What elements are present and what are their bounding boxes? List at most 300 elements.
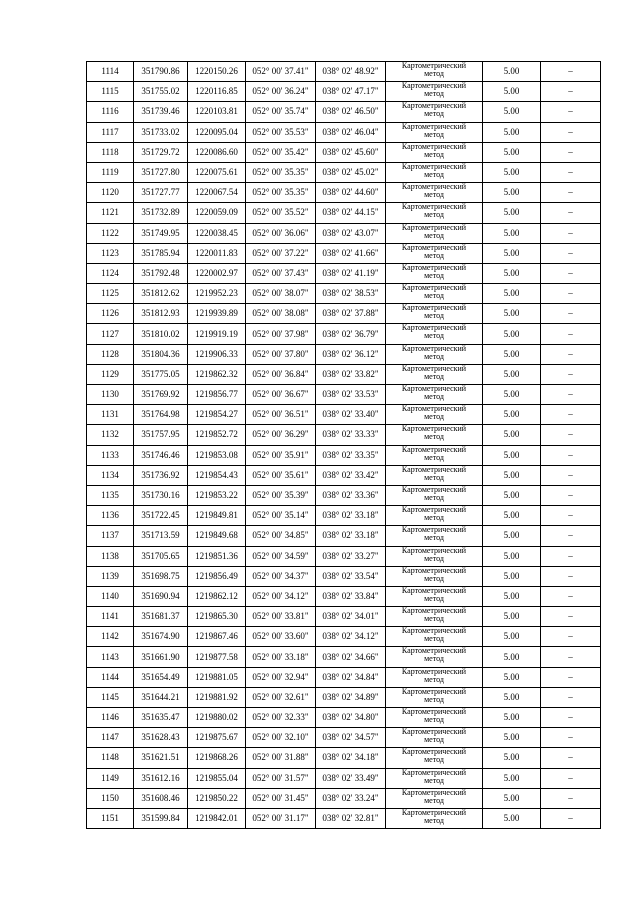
method-line2: метод <box>424 392 444 401</box>
point-number-cell: 1145 <box>87 687 134 707</box>
point-number-cell: 1119 <box>87 162 134 182</box>
method-cell <box>386 162 483 182</box>
y-coordinate-cell: 1220103.81 <box>188 102 246 122</box>
method-cell <box>386 748 483 768</box>
x-coordinate-cell: 351727.80 <box>134 162 188 182</box>
method-line2: метод <box>424 291 444 301</box>
accuracy-cell: 5.00 <box>483 243 541 263</box>
longitude-cell: 038° 02' 44.60" <box>316 183 386 203</box>
accuracy-cell: 5.00 <box>483 748 541 768</box>
method-cell <box>386 768 483 788</box>
point-number-cell: 1128 <box>87 344 134 364</box>
x-coordinate-cell: 351674.90 <box>134 627 188 647</box>
y-coordinate-cell: 1219862.12 <box>188 586 246 606</box>
method-cell <box>386 607 483 627</box>
method-line2: метод <box>424 129 444 139</box>
y-coordinate-cell: 1220011.83 <box>188 243 246 263</box>
method-line2: метод <box>424 715 444 724</box>
latitude-cell: 052° 00' 36.51" <box>246 405 316 425</box>
note-cell: – <box>541 627 601 647</box>
method-line1: Картометрический <box>401 566 467 575</box>
table-row <box>87 566 601 586</box>
longitude-cell: 038° 02' 33.18" <box>316 526 386 546</box>
method-line1: Картометрический <box>401 202 467 212</box>
note-cell: – <box>541 243 601 263</box>
latitude-cell: 052° 00' 32.10" <box>246 728 316 748</box>
method-line2: метод <box>424 593 444 603</box>
table-row <box>87 82 601 102</box>
y-coordinate-cell: 1220116.85 <box>188 82 246 102</box>
y-coordinate-cell: 1220067.54 <box>188 183 246 203</box>
coordinates-table-body <box>87 62 601 829</box>
x-coordinate-cell: 351729.72 <box>134 142 188 162</box>
method-cell <box>386 82 483 102</box>
longitude-cell: 038° 02' 33.42" <box>316 465 386 485</box>
point-number-cell: 1141 <box>87 607 134 627</box>
table-row <box>87 142 601 162</box>
accuracy-cell: 5.00 <box>483 485 541 505</box>
table-row <box>87 485 601 505</box>
x-coordinate-cell: 351730.16 <box>134 485 188 505</box>
method-line2: метод <box>424 270 444 280</box>
note-cell: – <box>541 768 601 788</box>
x-coordinate-cell: 351812.93 <box>134 304 188 324</box>
y-coordinate-cell: 1219853.22 <box>188 485 246 505</box>
method-cell <box>386 203 483 223</box>
note-cell: – <box>541 506 601 526</box>
method-line1: Картометрический <box>401 485 467 494</box>
longitude-cell: 038° 02' 47.17" <box>316 82 386 102</box>
accuracy-cell: 5.00 <box>483 687 541 707</box>
table-row <box>87 667 601 687</box>
x-coordinate-cell: 351621.51 <box>134 748 188 768</box>
table-row <box>87 808 601 828</box>
accuracy-cell: 5.00 <box>483 142 541 162</box>
accuracy-cell: 5.00 <box>483 728 541 748</box>
latitude-cell: 052° 00' 33.18" <box>246 647 316 667</box>
note-cell: – <box>541 708 601 728</box>
y-coordinate-cell: 1219853.08 <box>188 445 246 465</box>
x-coordinate-cell: 351644.21 <box>134 687 188 707</box>
accuracy-cell: 5.00 <box>483 304 541 324</box>
x-coordinate-cell: 351705.65 <box>134 546 188 566</box>
method-line2: метод <box>424 533 444 543</box>
method-line2: метод <box>424 210 444 220</box>
table-row <box>87 62 601 82</box>
x-coordinate-cell: 351681.37 <box>134 607 188 627</box>
latitude-cell: 052° 00' 35.42" <box>246 142 316 162</box>
y-coordinate-cell: 1220038.45 <box>188 223 246 243</box>
point-number-cell: 1120 <box>87 183 134 203</box>
x-coordinate-cell: 351792.48 <box>134 263 188 283</box>
x-coordinate-cell: 351732.89 <box>134 203 188 223</box>
method-line1: Картометрический <box>401 142 467 151</box>
method-line1: Картометрический <box>401 546 467 555</box>
point-number-cell: 1117 <box>87 122 134 142</box>
method-cell <box>386 102 483 122</box>
method-cell <box>386 788 483 808</box>
accuracy-cell: 5.00 <box>483 82 541 102</box>
latitude-cell: 052° 00' 37.22" <box>246 243 316 263</box>
note-cell: – <box>541 304 601 324</box>
table-row <box>87 385 601 405</box>
note-cell: – <box>541 82 601 102</box>
latitude-cell: 052° 00' 33.81" <box>246 607 316 627</box>
x-coordinate-cell: 351757.95 <box>134 425 188 445</box>
note-cell: – <box>541 546 601 566</box>
note-cell: – <box>541 344 601 364</box>
method-line1: Картометрический <box>401 525 467 535</box>
y-coordinate-cell: 1219856.77 <box>188 385 246 405</box>
point-number-cell: 1136 <box>87 506 134 526</box>
y-coordinate-cell: 1219867.46 <box>188 627 246 647</box>
method-cell <box>386 667 483 687</box>
method-line1: Картометрический <box>401 445 467 454</box>
method-cell <box>386 687 483 707</box>
method-line2: метод <box>424 553 444 563</box>
method-line2: метод <box>424 735 444 745</box>
note-cell: – <box>541 485 601 505</box>
method-line2: метод <box>424 69 444 78</box>
note-cell: – <box>541 728 601 748</box>
method-line1: Картометрический <box>401 747 467 757</box>
table-row <box>87 183 601 203</box>
accuracy-cell: 5.00 <box>483 223 541 243</box>
table-row <box>87 607 601 627</box>
x-coordinate-cell: 351608.46 <box>134 788 188 808</box>
method-cell <box>386 385 483 405</box>
latitude-cell: 052° 00' 34.12" <box>246 586 316 606</box>
y-coordinate-cell: 1219880.02 <box>188 708 246 728</box>
accuracy-cell: 5.00 <box>483 546 541 566</box>
point-number-cell: 1151 <box>87 808 134 828</box>
y-coordinate-cell: 1219849.68 <box>188 526 246 546</box>
note-cell: – <box>541 263 601 283</box>
y-coordinate-cell: 1219906.33 <box>188 344 246 364</box>
longitude-cell: 038° 02' 43.07" <box>316 223 386 243</box>
latitude-cell: 052° 00' 34.85" <box>246 526 316 546</box>
table-row <box>87 687 601 707</box>
latitude-cell: 052° 00' 33.60" <box>246 627 316 647</box>
accuracy-cell: 5.00 <box>483 445 541 465</box>
note-cell: – <box>541 808 601 828</box>
y-coordinate-cell: 1219862.32 <box>188 364 246 384</box>
method-cell <box>386 586 483 606</box>
note-cell: – <box>541 62 601 82</box>
latitude-cell: 052° 00' 35.14" <box>246 506 316 526</box>
table-row <box>87 445 601 465</box>
method-line2: метод <box>424 169 444 179</box>
accuracy-cell: 5.00 <box>483 284 541 304</box>
y-coordinate-cell: 1219881.05 <box>188 667 246 687</box>
method-line1: Картометрический <box>401 323 467 333</box>
latitude-cell: 052° 00' 32.94" <box>246 667 316 687</box>
accuracy-cell: 5.00 <box>483 506 541 526</box>
point-number-cell: 1134 <box>87 465 134 485</box>
longitude-cell: 038° 02' 33.40" <box>316 405 386 425</box>
method-line2: метод <box>424 815 444 825</box>
method-cell <box>386 425 483 445</box>
accuracy-cell: 5.00 <box>483 324 541 344</box>
note-cell: – <box>541 566 601 586</box>
coordinates-table <box>86 61 601 829</box>
y-coordinate-cell: 1219881.92 <box>188 687 246 707</box>
point-number-cell: 1135 <box>87 485 134 505</box>
method-line1: Картометрический <box>401 364 467 373</box>
point-number-cell: 1131 <box>87 405 134 425</box>
latitude-cell: 052° 00' 31.45" <box>246 788 316 808</box>
point-number-cell: 1144 <box>87 667 134 687</box>
table-row <box>87 284 601 304</box>
longitude-cell: 038° 02' 37.88" <box>316 304 386 324</box>
x-coordinate-cell: 351722.45 <box>134 506 188 526</box>
latitude-cell: 052° 00' 31.57" <box>246 768 316 788</box>
accuracy-cell: 5.00 <box>483 344 541 364</box>
point-number-cell: 1122 <box>87 223 134 243</box>
x-coordinate-cell: 351749.95 <box>134 223 188 243</box>
note-cell: – <box>541 405 601 425</box>
method-line1: Картометрический <box>401 162 467 171</box>
method-line2: метод <box>424 513 444 523</box>
method-line1: Картометрический <box>401 61 467 70</box>
table-row <box>87 465 601 485</box>
latitude-cell: 052° 00' 35.91" <box>246 445 316 465</box>
table-row <box>87 243 601 263</box>
x-coordinate-cell: 351775.05 <box>134 364 188 384</box>
longitude-cell: 038° 02' 33.33" <box>316 425 386 445</box>
latitude-cell: 052° 00' 38.07" <box>246 284 316 304</box>
point-number-cell: 1130 <box>87 385 134 405</box>
longitude-cell: 038° 02' 34.66" <box>316 647 386 667</box>
method-cell <box>386 243 483 263</box>
method-line1: Картометрический <box>401 283 467 293</box>
method-cell <box>386 465 483 485</box>
accuracy-cell: 5.00 <box>483 385 541 405</box>
note-cell: – <box>541 284 601 304</box>
x-coordinate-cell: 351746.46 <box>134 445 188 465</box>
method-line1: Картометрический <box>401 263 467 272</box>
method-cell <box>386 62 483 82</box>
note-cell: – <box>541 748 601 768</box>
point-number-cell: 1132 <box>87 425 134 445</box>
x-coordinate-cell: 351727.77 <box>134 183 188 203</box>
method-cell <box>386 304 483 324</box>
point-number-cell: 1140 <box>87 586 134 606</box>
y-coordinate-cell: 1220002.97 <box>188 263 246 283</box>
note-cell: – <box>541 183 601 203</box>
method-cell <box>386 627 483 647</box>
method-line1: Картометрический <box>401 344 467 353</box>
table-row <box>87 768 601 788</box>
method-cell <box>386 122 483 142</box>
note-cell: – <box>541 102 601 122</box>
table-row <box>87 324 601 344</box>
latitude-cell: 052° 00' 35.53" <box>246 122 316 142</box>
latitude-cell: 052° 00' 37.41" <box>246 62 316 82</box>
y-coordinate-cell: 1219868.26 <box>188 748 246 768</box>
longitude-cell: 038° 02' 38.53" <box>316 284 386 304</box>
table-row <box>87 405 601 425</box>
method-cell <box>386 364 483 384</box>
x-coordinate-cell: 351769.92 <box>134 385 188 405</box>
point-number-cell: 1150 <box>87 788 134 808</box>
method-line2: метод <box>424 190 444 200</box>
accuracy-cell: 5.00 <box>483 102 541 122</box>
table-row <box>87 223 601 243</box>
point-number-cell: 1149 <box>87 768 134 788</box>
method-line1: Картометрический <box>401 384 467 393</box>
longitude-cell: 038° 02' 34.01" <box>316 607 386 627</box>
accuracy-cell: 5.00 <box>483 162 541 182</box>
longitude-cell: 038° 02' 34.89" <box>316 687 386 707</box>
table-row <box>87 263 601 283</box>
table-row <box>87 708 601 728</box>
method-line2: метод <box>424 472 444 482</box>
method-line2: метод <box>424 331 444 341</box>
latitude-cell: 052° 00' 35.39" <box>246 485 316 505</box>
x-coordinate-cell: 351612.16 <box>134 768 188 788</box>
note-cell: – <box>541 162 601 182</box>
method-cell <box>386 445 483 465</box>
accuracy-cell: 5.00 <box>483 647 541 667</box>
longitude-cell: 038° 02' 33.54" <box>316 566 386 586</box>
longitude-cell: 038° 02' 46.04" <box>316 122 386 142</box>
point-number-cell: 1118 <box>87 142 134 162</box>
method-line1: Картометрический <box>401 687 467 696</box>
method-line2: метод <box>424 311 444 321</box>
note-cell: – <box>541 586 601 606</box>
accuracy-cell: 5.00 <box>483 667 541 687</box>
method-line2: метод <box>424 795 444 805</box>
method-line1: Картометрический <box>401 182 467 192</box>
y-coordinate-cell: 1219856.49 <box>188 566 246 586</box>
method-line1: Картометрический <box>401 768 467 777</box>
method-cell <box>386 263 483 283</box>
accuracy-cell: 5.00 <box>483 788 541 808</box>
table-row <box>87 304 601 324</box>
longitude-cell: 038° 02' 34.12" <box>316 627 386 647</box>
note-cell: – <box>541 425 601 445</box>
method-line2: метод <box>424 674 444 684</box>
y-coordinate-cell: 1219875.67 <box>188 728 246 748</box>
point-number-cell: 1143 <box>87 647 134 667</box>
x-coordinate-cell: 351739.46 <box>134 102 188 122</box>
method-line1: Картометрический <box>401 667 467 676</box>
longitude-cell: 038° 02' 41.66" <box>316 243 386 263</box>
accuracy-cell: 5.00 <box>483 62 541 82</box>
y-coordinate-cell: 1219877.58 <box>188 647 246 667</box>
y-coordinate-cell: 1219952.23 <box>188 284 246 304</box>
longitude-cell: 038° 02' 34.84" <box>316 667 386 687</box>
method-line2: метод <box>424 230 444 240</box>
longitude-cell: 038° 02' 33.49" <box>316 768 386 788</box>
accuracy-cell: 5.00 <box>483 808 541 828</box>
longitude-cell: 038° 02' 33.24" <box>316 788 386 808</box>
method-line1: Картометрический <box>401 404 467 414</box>
latitude-cell: 052° 00' 34.37" <box>246 566 316 586</box>
accuracy-cell: 5.00 <box>483 526 541 546</box>
method-line2: метод <box>424 149 444 159</box>
latitude-cell: 052° 00' 32.33" <box>246 708 316 728</box>
point-number-cell: 1123 <box>87 243 134 263</box>
y-coordinate-cell: 1219919.19 <box>188 324 246 344</box>
accuracy-cell: 5.00 <box>483 364 541 384</box>
method-cell <box>386 284 483 304</box>
method-cell <box>386 183 483 203</box>
x-coordinate-cell: 351661.90 <box>134 647 188 667</box>
longitude-cell: 038° 02' 45.02" <box>316 162 386 182</box>
accuracy-cell: 5.00 <box>483 607 541 627</box>
latitude-cell: 052° 00' 38.08" <box>246 304 316 324</box>
table-row <box>87 364 601 384</box>
point-number-cell: 1138 <box>87 546 134 566</box>
method-line1: Картометрический <box>401 626 467 636</box>
y-coordinate-cell: 1219850.22 <box>188 788 246 808</box>
point-number-cell: 1146 <box>87 708 134 728</box>
x-coordinate-cell: 351599.84 <box>134 808 188 828</box>
note-cell: – <box>541 465 601 485</box>
table-row <box>87 344 601 364</box>
y-coordinate-cell: 1220059.09 <box>188 203 246 223</box>
x-coordinate-cell: 351698.75 <box>134 566 188 586</box>
method-cell <box>386 506 483 526</box>
method-line2: метод <box>424 634 444 644</box>
longitude-cell: 038° 02' 33.84" <box>316 586 386 606</box>
table-row <box>87 627 601 647</box>
note-cell: – <box>541 607 601 627</box>
point-number-cell: 1133 <box>87 445 134 465</box>
longitude-cell: 038° 02' 45.60" <box>316 142 386 162</box>
table-row <box>87 425 601 445</box>
latitude-cell: 052° 00' 37.43" <box>246 263 316 283</box>
note-cell: – <box>541 667 601 687</box>
y-coordinate-cell: 1219854.27 <box>188 405 246 425</box>
method-line1: Картометрический <box>401 727 467 737</box>
method-line2: метод <box>424 351 444 361</box>
table-row <box>87 788 601 808</box>
y-coordinate-cell: 1219852.72 <box>188 425 246 445</box>
y-coordinate-cell: 1219842.01 <box>188 808 246 828</box>
method-line2: метод <box>424 371 444 381</box>
x-coordinate-cell: 351764.98 <box>134 405 188 425</box>
longitude-cell: 038° 02' 33.53" <box>316 385 386 405</box>
y-coordinate-cell: 1219849.81 <box>188 506 246 526</box>
x-coordinate-cell: 351804.36 <box>134 344 188 364</box>
method-line1: Картометрический <box>401 81 467 91</box>
method-cell <box>386 223 483 243</box>
x-coordinate-cell: 351654.49 <box>134 667 188 687</box>
longitude-cell: 038° 02' 36.12" <box>316 344 386 364</box>
method-line2: метод <box>424 89 444 99</box>
note-cell: – <box>541 203 601 223</box>
longitude-cell: 038° 02' 36.79" <box>316 324 386 344</box>
longitude-cell: 038° 02' 48.92" <box>316 62 386 82</box>
latitude-cell: 052° 00' 31.17" <box>246 808 316 828</box>
point-number-cell: 1148 <box>87 748 134 768</box>
method-cell <box>386 566 483 586</box>
y-coordinate-cell: 1220075.61 <box>188 162 246 182</box>
y-coordinate-cell: 1219851.36 <box>188 546 246 566</box>
point-number-cell: 1126 <box>87 304 134 324</box>
method-line1: Картометрический <box>401 465 467 474</box>
table-row <box>87 728 601 748</box>
method-line1: Картометрический <box>401 424 467 434</box>
note-cell: – <box>541 526 601 546</box>
longitude-cell: 038° 02' 33.27" <box>316 546 386 566</box>
method-cell <box>386 647 483 667</box>
x-coordinate-cell: 351635.47 <box>134 708 188 728</box>
method-line1: Картометрический <box>401 101 467 111</box>
